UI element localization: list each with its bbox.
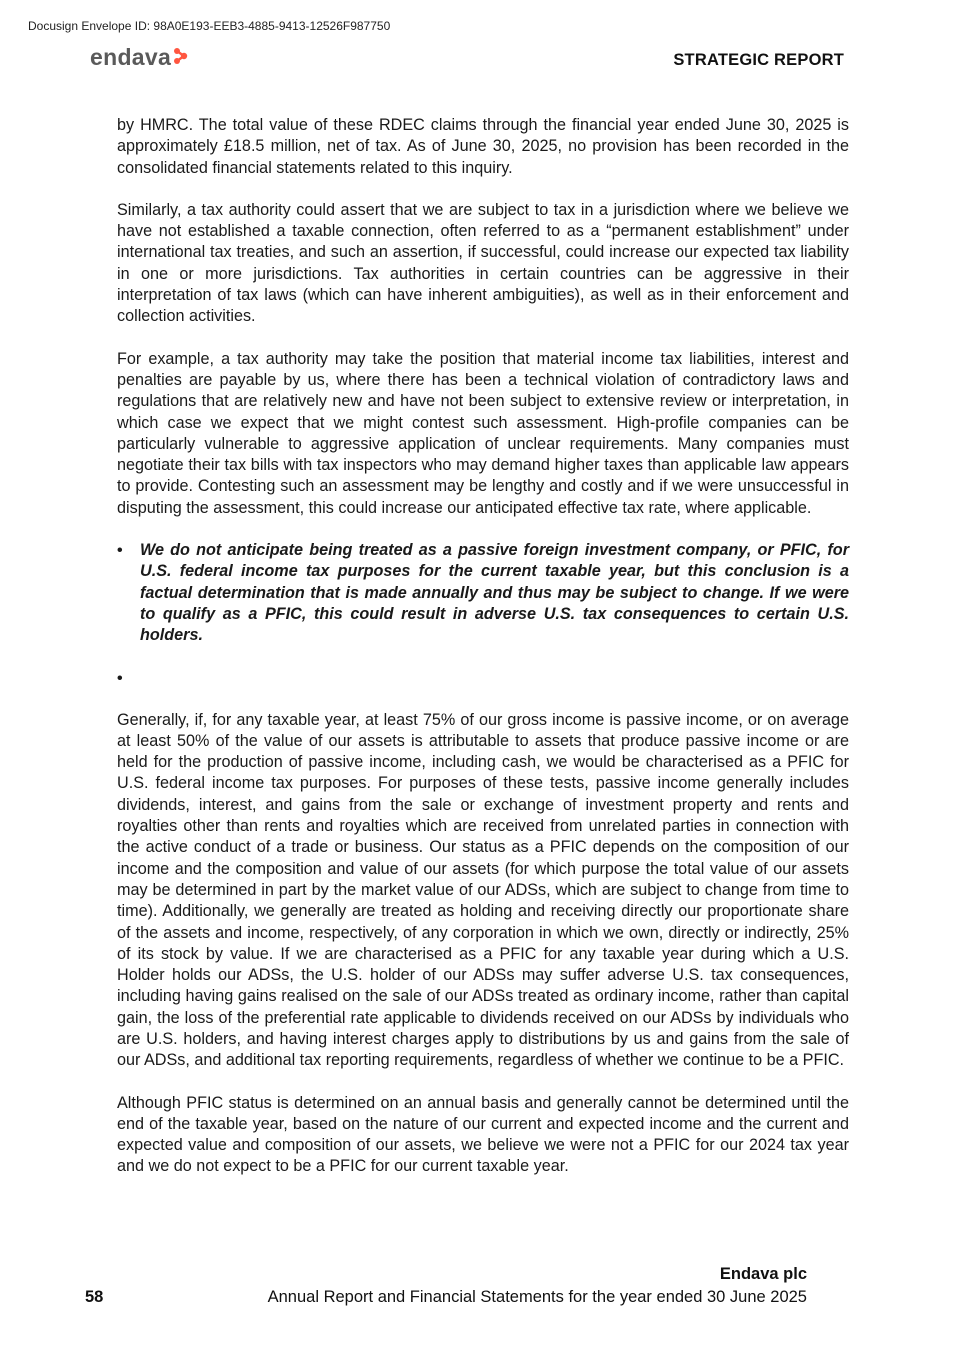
logo-wordmark: endava xyxy=(90,44,172,70)
page-content xyxy=(117,115,849,1199)
section-title: STRATEGIC REPORT xyxy=(673,51,844,69)
risk-heading-pfic: We do not anticipate being treated as a passive foreign investment company, or PFIC, for U.S. federal income tax purposes for the current taxable year, but this conclusion is a factual determination that is made annually and thus may be subject to change. If we were to qualify as a PFIC, this could result in adverse U.S. tax consequences to certain U.S. holders. xyxy=(140,541,849,645)
bullet-marker: • xyxy=(117,542,123,560)
footer-report-title: Annual Report and Financial Statements for the year ended 30 June 2025 xyxy=(267,1288,807,1306)
bullet-marker: • xyxy=(117,669,123,687)
paragraph-rdec-claims: by HMRC. The total value of these RDEC claims through the financial year ended June 30, 2025 is approximately £18.5 million, net of tax. As of June 30, 2025, no provision has been recorded in the consolidated financial statements related to this inquiry. xyxy=(117,116,849,177)
endava-logo-mark-icon xyxy=(173,47,189,70)
paragraph-pfic-tests: Generally, if, for any taxable year, at least 75% of our gross income is passive income, or on average at least 50% of the value of our assets is attributable to assets that produce passive income or are held for the production of passive income, including cash, we would be characterised as a PFIC for U.S. federal income tax purposes. For purposes of these tests, passive income generally includes dividends, interest, and gains from the sale or exchange of investment property and rents and royalties other than rents and royalties which are received from unrelated parties in connection with the active conduct of a trade or business. Our status as a PFIC depends on the composition of our income and the composition and value of our assets (for which purpose the total value of our assets may be determined in part by the market value of our ADSs, which are subject to change from time to time). Additionally, we generally are treated as holding and receiving directly our proportionate share of the assets and income, respectively, of any corporation in which we own, directly or indirectly, 25% of its stock by value. If we are characterised as a PFIC for any taxable year during which a U.S. Holder holds our ADSs, the U.S. holder of our ADSs may suffer adverse U.S. tax consequences, including having gains realised on the sale of our ADSs treated as ordinary income, rather than capital gain, the loss of the preferential rate applicable to dividends received on our ADSs by individuals who are U.S. holders, and having interest charges apply to distributions by us and gains from the sale of our ADSs, and additional tax reporting requirements, regardless of whether we continue to be a PFIC. xyxy=(117,710,849,1070)
paragraph-pfic-status: Although PFIC status is determined on an annual basis and generally cannot be determined until the end of the taxable year, based on the nature of our current and expected income and the current and expected value and composition of our assets, we believe we were not a PFIC for our 2024 tax year and we do not expect to be a PFIC for our current taxable year. xyxy=(117,1093,849,1176)
footer-company: Endava plc xyxy=(719,1265,807,1283)
empty-bullet xyxy=(117,668,849,689)
paragraph-tax-authority-example: For example, a tax authority may take the position that material income tax liabilities, interest and penalties are payable by us, where there has been a technical violation of contradictory laws and regulations that are relatively new and have not been subject to extensive review or interpretation, in which case we expect that we might contest such assessment. High-profile companies can be particularly vulnerable to aggressive application of unclear requirements. Many companies must negotiate their tax bills with tax inspectors who may demand higher taxes than applicable law appears to provide. Contesting such an assessment may be lengthy and costly and if we were unsuccessful in disputing the assessment, this could increase our anticipated effective tax rate, where applicable. xyxy=(117,349,849,517)
docusign-envelope-id: Docusign Envelope ID: 98A0E193-EEB3-4885-9413-12526F987750 xyxy=(28,19,391,33)
page-number: 58 xyxy=(85,1288,104,1306)
paragraph-permanent-establishment: Similarly, a tax authority could assert that we are subject to tax in a jurisdiction where we believe we have not established a taxable connection, often referred to as a “permanent establishment” under international tax treaties, and such an assertion, if successful, could increase our expected tax liability in one or more jurisdictions. Tax authorities in certain countries can be aggressive in their interpretation of tax laws (which can have inherent ambiguities), as well as in their enforcement and collection activities. xyxy=(117,200,849,326)
risk-heading-bullet xyxy=(117,540,849,646)
endava-logo xyxy=(90,44,189,71)
